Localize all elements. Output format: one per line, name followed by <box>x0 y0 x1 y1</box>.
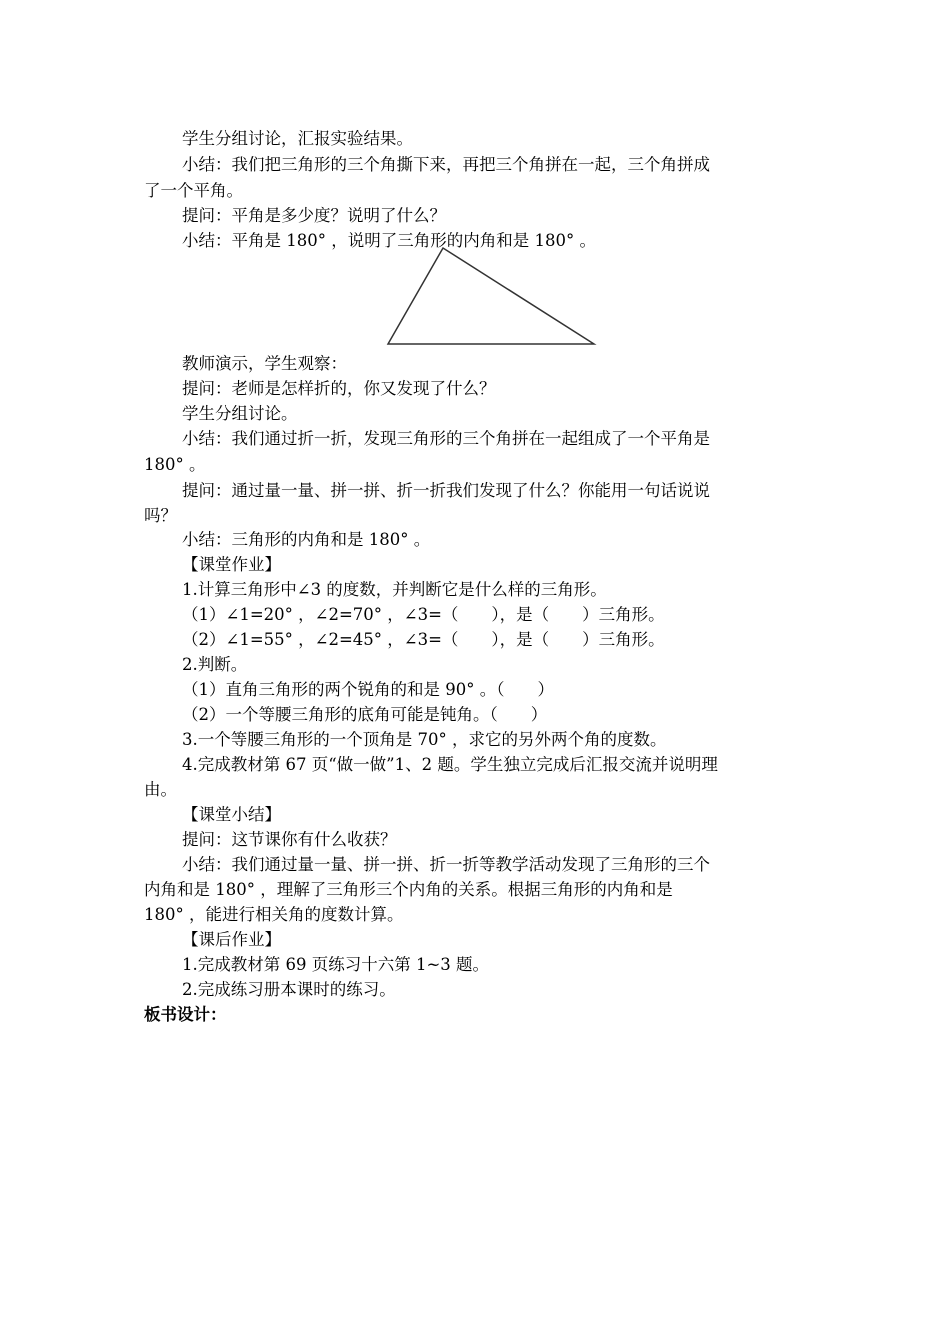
paragraph-line: 提问：平角是多少度？说明了什么？ <box>182 206 446 225</box>
paragraph-line: （2）∠1=55° ，∠2=45° ，∠3=（ ），是（ ）三角形。 <box>182 630 665 649</box>
paragraph-line: 4.完成教材第 67 页“做一做”1、2 题。学生独立完成后汇报交流并说明理 <box>182 755 718 774</box>
paragraph-line: 2.判断。 <box>182 655 248 674</box>
paragraph-line: （1）直角三角形的两个锐角的和是 90° 。（ ） <box>182 680 554 699</box>
board-design-heading: 板书设计： <box>144 1005 227 1024</box>
section-heading: 【课堂作业】 <box>182 555 281 574</box>
paragraph-line: 提问：这节课你有什么收获？ <box>182 830 397 849</box>
paragraph-line: 提问：通过量一量、拼一拼、折一折我们发现了什么？你能用一句话说说 <box>182 481 710 500</box>
paragraph-line: 了一个平角。 <box>144 181 243 200</box>
paragraph-line: 小结：我们把三角形的三个角撕下来，再把三个角拼在一起，三个角拼成 <box>182 155 710 174</box>
paragraph-line: （2）一个等腰三角形的底角可能是钝角。（ ） <box>182 705 548 724</box>
section-heading: 【课后作业】 <box>182 930 281 949</box>
paragraph-line: 学生分组讨论。 <box>182 404 298 423</box>
section-heading: 【课堂小结】 <box>182 805 281 824</box>
paragraph-line: 1.计算三角形中∠3 的度数，并判断它是什么样的三角形。 <box>182 580 607 599</box>
paragraph-line: 1.完成教材第 69 页练习十六第 1~3 题。 <box>182 955 490 974</box>
paragraph-line: 教师演示，学生观察： <box>182 354 347 373</box>
triangle-figure <box>386 246 600 350</box>
paragraph-line: 学生分组讨论，汇报实验结果。 <box>182 129 413 148</box>
paragraph-line: 180° ，能进行相关角的度数计算。 <box>144 905 404 924</box>
paragraph-line: 2.完成练习册本课时的练习。 <box>182 980 396 999</box>
paragraph-line: （1）∠1=20° ，∠2=70° ，∠3=（ ），是（ ）三角形。 <box>182 605 665 624</box>
paragraph-line: 180° 。 <box>144 455 206 474</box>
paragraph-line: 吗？ <box>144 506 177 525</box>
paragraph-line: 小结：平角是 180° ，说明了三角形的内角和是 180° 。 <box>182 231 596 250</box>
paragraph-line: 小结：我们通过折一折，发现三角形的三个角拼在一起组成了一个平角是 <box>182 429 710 448</box>
paragraph-line: 提问：老师是怎样折的，你又发现了什么？ <box>182 379 496 398</box>
paragraph-line: 小结：我们通过量一量、拼一拼、折一折等教学活动发现了三角形的三个 <box>182 855 710 874</box>
paragraph-line: 内角和是 180° ，理解了三角形三个内角的关系。根据三角形的内角和是 <box>144 880 673 899</box>
triangle-shape <box>388 248 594 344</box>
paragraph-line: 小结：三角形的内角和是 180° 。 <box>182 530 431 549</box>
paragraph-line: 3.一个等腰三角形的一个顶角是 70° ，求它的另外两个角的度数。 <box>182 730 667 749</box>
paragraph-line: 由。 <box>144 780 177 799</box>
